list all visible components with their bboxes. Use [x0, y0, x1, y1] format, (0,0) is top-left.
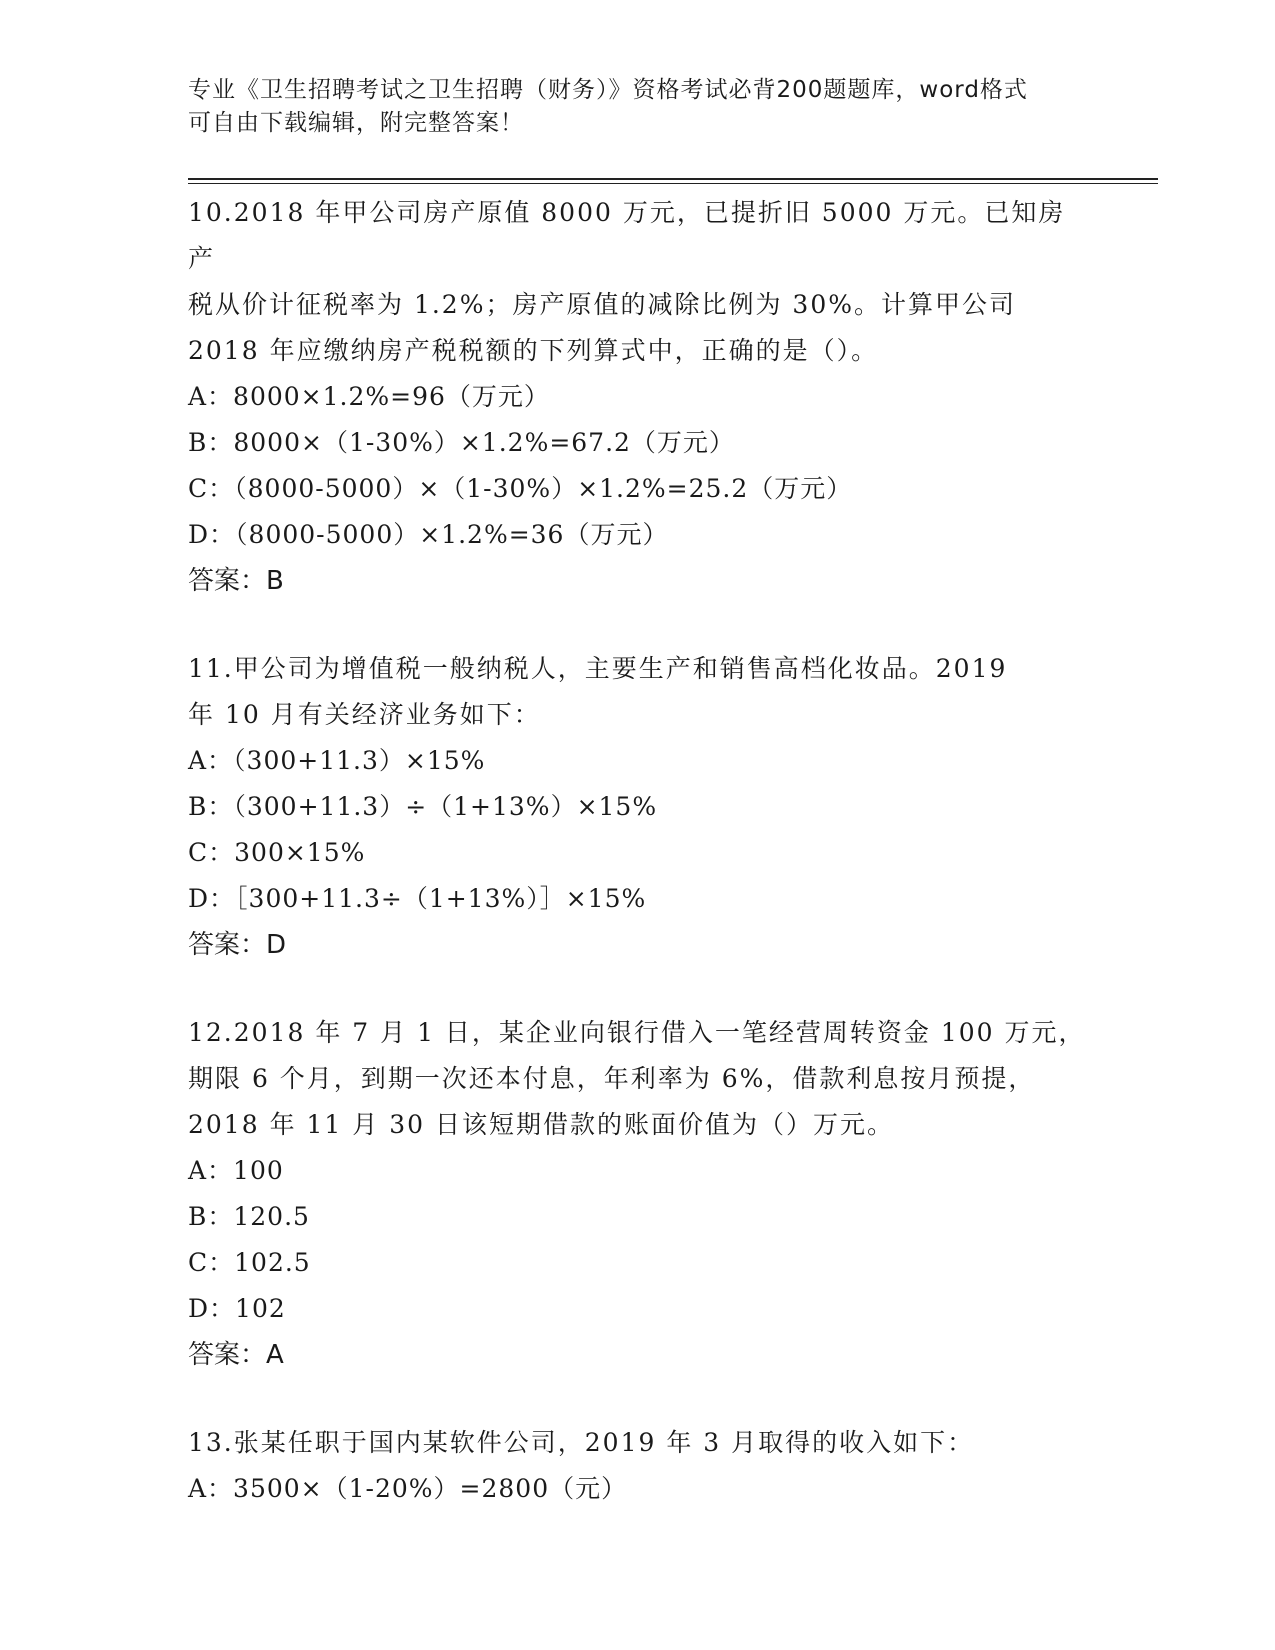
spacer — [188, 1378, 1088, 1420]
question-13 — [188, 1420, 1088, 1512]
question-stem-line: 年 10 月有关经济业务如下： — [188, 700, 541, 729]
header-line-2: 可自由下载编辑，附完整答案！ — [188, 110, 524, 136]
option-b: B：（300+11.3）÷（1+13%）×15% — [188, 792, 658, 821]
spacer — [188, 604, 1088, 646]
option-b: B：8000×（1-30%）×1.2%=67.2（万元） — [188, 428, 735, 457]
question-11 — [188, 646, 1088, 968]
option-c: C：102.5 — [188, 1248, 311, 1277]
answer-key: 答案：B — [188, 566, 284, 596]
question-12 — [188, 1010, 1088, 1378]
question-stem-line: 12.2018 年 7 月 1 日，某企业向银行借入一笔经营周转资金 100 万元， — [188, 1018, 1086, 1047]
answer-key: 答案：A — [188, 1340, 284, 1370]
option-d: D：102 — [188, 1294, 286, 1323]
question-10 — [188, 190, 1088, 604]
question-stem-line: 税从价计征税率为 1.2%；房产原值的减除比例为 30%。计算甲公司 — [188, 290, 1016, 319]
option-a: A：100 — [188, 1156, 284, 1185]
header-divider-thin — [188, 183, 1158, 184]
question-stem-line: 2018 年 11 月 30 日该短期借款的账面价值为（）万元。 — [188, 1110, 894, 1139]
option-d: D：（8000-5000）×1.2%=36（万元） — [188, 520, 669, 549]
question-stem-line: 11.甲公司为增值税一般纳税人，主要生产和销售高档化妆品。2019 — [188, 654, 1008, 683]
header-line-1: 专业《卫生招聘考试之卫生招聘（财务）》资格考试必背200题题库，word格式 — [188, 77, 1028, 103]
question-stem-line: 期限 6 个月，到期一次还本付息，年利率为 6%，借款利息按月预提， — [188, 1064, 1036, 1093]
option-a: A：3500×（1-20%）=2800（元） — [188, 1474, 628, 1503]
header-divider-thick — [188, 178, 1158, 180]
option-c: C：300×15% — [188, 838, 366, 867]
question-list — [188, 190, 1088, 1512]
option-d: D：［300+11.3÷（1+13%）］×15% — [188, 884, 647, 913]
option-b: B：120.5 — [188, 1202, 310, 1231]
document-header — [188, 74, 1068, 140]
option-a: A：8000×1.2%=96（万元） — [188, 382, 550, 411]
answer-key: 答案：D — [188, 930, 287, 960]
question-stem-line: 2018 年应缴纳房产税税额的下列算式中，正确的是（）。 — [188, 336, 879, 365]
spacer — [188, 968, 1088, 1010]
option-a: A：（300+11.3）×15% — [188, 746, 486, 775]
question-stem-line: 10.2018 年甲公司房产原值 8000 万元，已提折旧 5000 万元。已知房产 — [188, 198, 1066, 273]
option-c: C：（8000-5000）×（1-30%）×1.2%=25.2（万元） — [188, 474, 853, 503]
question-stem-line: 13.张某任职于国内某软件公司，2019 年 3 月取得的收入如下： — [188, 1428, 975, 1457]
